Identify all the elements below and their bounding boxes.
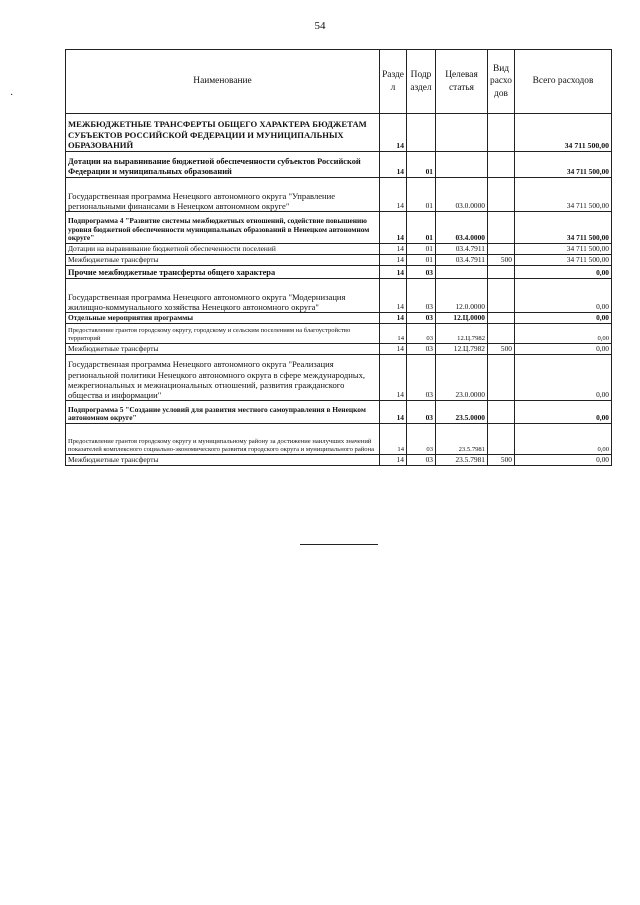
table-row	[66, 266, 612, 279]
row-expense-type: 500	[488, 344, 515, 355]
row-target: 03.4.0000	[436, 212, 488, 244]
row-name: Государственная программа Ненецкого автономного округа "Реализация региональной политики Ненецкого автономного округа в сфере международных, межрегиональных и межнациональных отношений, развития гражданского общества и информации"	[66, 355, 380, 401]
row-target: 23.5.7981	[436, 424, 488, 455]
row-expense-type	[488, 313, 515, 324]
row-expense-type	[488, 401, 515, 424]
row-total: 0,00	[515, 266, 612, 279]
row-total: 0,00	[515, 324, 612, 344]
table-row	[66, 212, 612, 244]
row-subsection: 01	[407, 212, 436, 244]
row-section: 14	[380, 355, 407, 401]
row-name: Прочие межбюджетные трансферты общего характера	[66, 266, 380, 279]
row-subsection: 03	[407, 313, 436, 324]
row-expense-type: 500	[488, 255, 515, 266]
table-row	[66, 244, 612, 255]
row-section: 14	[380, 114, 407, 152]
row-subsection: 03	[407, 455, 436, 466]
row-total: 0,00	[515, 279, 612, 313]
row-subsection: 03	[407, 279, 436, 313]
row-expense-type	[488, 324, 515, 344]
table-row	[66, 424, 612, 455]
page-number: 54	[314, 20, 326, 32]
row-expense-type: 500	[488, 455, 515, 466]
row-section: 14	[380, 313, 407, 324]
row-name: Межбюджетные трансферты	[66, 255, 380, 266]
row-total: 0,00	[515, 355, 612, 401]
table-row	[66, 324, 612, 344]
row-section: 14	[380, 266, 407, 279]
row-subsection	[407, 114, 436, 152]
row-total: 34 711 500,00	[515, 152, 612, 178]
table-row	[66, 255, 612, 266]
row-target	[436, 114, 488, 152]
table-row	[66, 279, 612, 313]
header-name: Наименование	[66, 50, 380, 114]
row-target: 23.5.0000	[436, 401, 488, 424]
row-target: 03.4.7911	[436, 244, 488, 255]
row-total: 0,00	[515, 313, 612, 324]
row-target	[436, 152, 488, 178]
row-subsection: 03	[407, 266, 436, 279]
row-total: 0,00	[515, 424, 612, 455]
row-total: 34 711 500,00	[515, 178, 612, 212]
row-name: Дотации на выравнивание бюджетной обеспеченности поселений	[66, 244, 380, 255]
row-name: Межбюджетные трансферты	[66, 344, 380, 355]
table-row	[66, 455, 612, 466]
row-expense-type	[488, 114, 515, 152]
row-total: 0,00	[515, 401, 612, 424]
row-target: 12.Ц.7982	[436, 324, 488, 344]
table-row	[66, 114, 612, 152]
row-section: 14	[380, 244, 407, 255]
row-expense-type	[488, 244, 515, 255]
row-section: 14	[380, 455, 407, 466]
row-subsection: 03	[407, 355, 436, 401]
table-row	[66, 313, 612, 324]
row-total: 0,00	[515, 344, 612, 355]
row-total: 34 711 500,00	[515, 255, 612, 266]
row-name: Межбюджетные трансферты	[66, 455, 380, 466]
row-name: Дотации на выравнивание бюджетной обеспеченности субъектов Российской Федерации и муниципальных образований	[66, 152, 380, 178]
row-target: 12.0.0000	[436, 279, 488, 313]
header-total: Всего расходов	[515, 50, 612, 114]
row-expense-type	[488, 178, 515, 212]
row-expense-type	[488, 279, 515, 313]
row-name: Предоставление грантов городскому округу, городскому и сельским поселениям на благоустройство территорий	[66, 324, 380, 344]
row-expense-type	[488, 355, 515, 401]
row-section: 14	[380, 255, 407, 266]
row-total: 34 711 500,00	[515, 244, 612, 255]
row-target: 03.4.7911	[436, 255, 488, 266]
table-header-row	[66, 50, 612, 114]
table-row	[66, 355, 612, 401]
row-expense-type	[488, 266, 515, 279]
row-name: Подпрограмма 4 "Развитие системы межбюджетных отношений, содействие повышению уровня бюджетной обеспеченности муниципальных образований в Ненецком автономном округе"	[66, 212, 380, 244]
row-subsection: 01	[407, 152, 436, 178]
row-name: Государственная программа Ненецкого автономного округа "Управление региональными финансами в Ненецком автономном округе"	[66, 178, 380, 212]
row-target: 12.Ц.0000	[436, 313, 488, 324]
row-expense-type	[488, 424, 515, 455]
row-target: 23.0.0000	[436, 355, 488, 401]
row-expense-type	[488, 212, 515, 244]
row-section: 14	[380, 178, 407, 212]
row-subsection: 01	[407, 244, 436, 255]
row-total: 0,00	[515, 455, 612, 466]
table-row	[66, 152, 612, 178]
row-section: 14	[380, 424, 407, 455]
row-target	[436, 266, 488, 279]
header-section: Разде л	[380, 50, 407, 114]
row-subsection: 03	[407, 424, 436, 455]
row-section: 14	[380, 152, 407, 178]
row-section: 14	[380, 401, 407, 424]
closing-rule	[300, 544, 378, 545]
row-total: 34 711 500,00	[515, 212, 612, 244]
header-target: Целевая статья	[436, 50, 488, 114]
row-subsection: 01	[407, 178, 436, 212]
row-subsection: 03	[407, 344, 436, 355]
row-name: Подпрограмма 5 "Создание условий для развития местного самоуправления в Ненецком автономном округе"	[66, 401, 380, 424]
row-name: Государственная программа Ненецкого автономного округа "Модернизация жилищно-коммунального хозяйства Ненецкого автономного округа"	[66, 279, 380, 313]
header-expense-type: Вид расхо дов	[488, 50, 515, 114]
row-section: 14	[380, 212, 407, 244]
header-subsection: Подр аздел	[407, 50, 436, 114]
row-name: Предоставление грантов городскому округу и муниципальному району за достижение наилучших значений показателей комплексного социально-экономического развития городского округа и муниципального района	[66, 424, 380, 455]
row-target: 23.5.7981	[436, 455, 488, 466]
row-section: 14	[380, 324, 407, 344]
row-name: МЕЖБЮДЖЕТНЫЕ ТРАНСФЕРТЫ ОБЩЕГО ХАРАКТЕРА БЮДЖЕТАМ СУБЪЕКТОВ РОССИЙСКОЙ ФЕДЕРАЦИИ И МУНИЦИПАЛЬНЫХ ОБРАЗОВАНИЙ	[66, 114, 380, 152]
row-subsection: 03	[407, 324, 436, 344]
row-target: 12.Ц.7982	[436, 344, 488, 355]
row-subsection: 03	[407, 401, 436, 424]
row-section: 14	[380, 279, 407, 313]
budget-table	[65, 49, 612, 466]
row-target: 03.0.0000	[436, 178, 488, 212]
row-section: 14	[380, 344, 407, 355]
row-total: 34 711 500,00	[515, 114, 612, 152]
margin-mark: ·	[10, 90, 14, 101]
row-expense-type	[488, 152, 515, 178]
table-row	[66, 344, 612, 355]
table-row	[66, 401, 612, 424]
row-name: Отдельные мероприятия программы	[66, 313, 380, 324]
row-subsection: 01	[407, 255, 436, 266]
table-row	[66, 178, 612, 212]
